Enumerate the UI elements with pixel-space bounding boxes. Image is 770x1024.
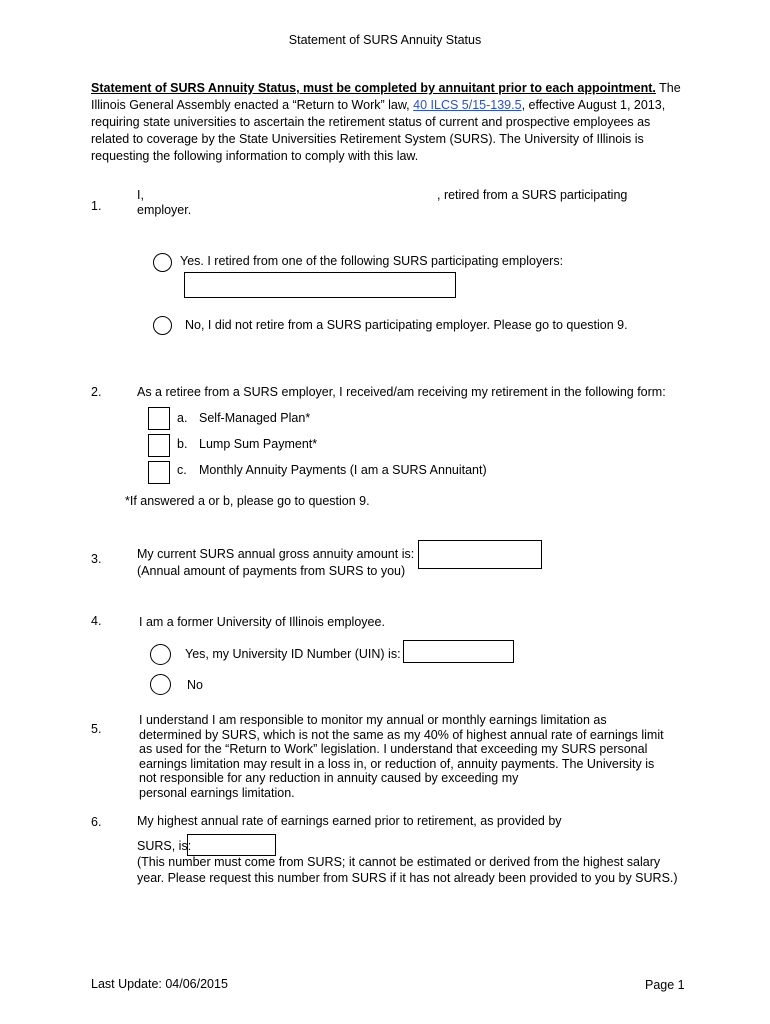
q2-option-a-label: Self-Managed Plan*: [199, 411, 311, 425]
intro-line-2-pre: Illinois General Assembly enacted a “Return to Work” law,: [91, 98, 414, 112]
statute-link[interactable]: 40 ILCS 5/15-139.5: [413, 98, 522, 112]
q4-uin-field[interactable]: [403, 640, 514, 663]
q2-option-b-label: Lump Sum Payment*: [199, 437, 318, 451]
q3-line-2: (Annual amount of payments from SURS to you): [137, 564, 406, 578]
q1-i-label: I,: [137, 188, 144, 202]
q6-line-4: year. Please request this number from SURS if it has not already been provided to you by SURS.): [137, 871, 678, 885]
footer-page-number: Page 1: [645, 978, 685, 992]
q2-option-a-checkbox[interactable]: [148, 407, 170, 430]
intro-heading: Statement of SURS Annuity Status, must be completed by annuitant prior to each appointment.: [91, 81, 656, 95]
page-header-title: Statement of SURS Annuity Status: [288, 33, 482, 47]
intro-line-4: related to coverage by the State Universities Retirement System (SURS). The University of Illinois is: [91, 132, 644, 146]
q3-annuity-amount-field[interactable]: [418, 540, 542, 569]
q5-line: as used for the “Return to Work” legislation. I understand that exceeding my SURS personal: [139, 742, 648, 756]
q1-no-label: No, I did not retire from a SURS participating employer. Please go to question 9.: [185, 318, 628, 332]
q2-text: As a retiree from a SURS employer, I received/am receiving my retirement in the following form:: [137, 385, 666, 399]
intro-line-2-post: , effective August 1, 2013,: [521, 98, 666, 112]
q1-no-radio[interactable]: [153, 316, 172, 335]
footer-last-update: Last Update: 04/06/2015: [91, 977, 228, 991]
q2-number: 2.: [91, 385, 102, 399]
q6-line-3: (This number must come from SURS; it cannot be estimated or derived from the highest salary: [137, 855, 661, 869]
q2-option-b-checkbox[interactable]: [148, 434, 170, 457]
q1-number: 1.: [91, 199, 102, 213]
q5-paragraph: [139, 713, 664, 800]
q4-yes-radio[interactable]: [150, 644, 171, 665]
q5-line: I understand I am responsible to monitor my annual or monthly earnings limitation as: [139, 713, 607, 727]
q1-employer-text: employer.: [137, 203, 192, 217]
q2-note: *If answered a or b, please go to question 9.: [125, 494, 370, 508]
q5-line: not responsible for any reduction in annuity caused by exceeding my: [139, 771, 519, 785]
q2-option-c-letter: c.: [177, 463, 187, 477]
q1-employer-field[interactable]: [184, 272, 456, 298]
intro-line-2: [91, 97, 665, 114]
q5-line: determined by SURS, which is not the same as my 40% of highest annual rate of earnings limit: [139, 727, 664, 742]
q1-yes-radio[interactable]: [153, 253, 172, 272]
intro-line-5: requesting the following information to comply with this law.: [91, 149, 419, 163]
intro-line-1-tail: The: [655, 81, 681, 95]
q4-yes-label: Yes, my University ID Number (UIN) is:: [185, 647, 401, 661]
q6-number: 6.: [91, 815, 102, 829]
q4-text: I am a former University of Illinois employee.: [139, 615, 385, 629]
q4-no-label: No: [187, 678, 203, 692]
q2-option-c-label: Monthly Annuity Payments (I am a SURS Annuitant): [199, 463, 487, 477]
intro-line-1: [91, 80, 681, 97]
q3-line-1: My current SURS annual gross annuity amount is:: [137, 547, 415, 561]
q1-yes-label: Yes. I retired from one of the following SURS participating employers:: [180, 254, 564, 268]
q6-line-1: My highest annual rate of earnings earned prior to retirement, as provided by: [137, 814, 562, 828]
q5-line: personal earnings limitation.: [139, 785, 295, 800]
q2-option-c-checkbox[interactable]: [148, 461, 170, 484]
q5-number: 5.: [91, 722, 102, 736]
q6-earnings-field[interactable]: [187, 834, 276, 856]
q6-line-2: SURS, is:: [137, 839, 192, 853]
q4-number: 4.: [91, 614, 102, 628]
q4-no-radio[interactable]: [150, 674, 171, 695]
q2-option-b-letter: b.: [177, 437, 188, 451]
q3-number: 3.: [91, 552, 102, 566]
q1-retired-text: , retired from a SURS participating: [437, 188, 628, 202]
q2-option-a-letter: a.: [177, 411, 188, 425]
q5-line: earnings limitation may result in a loss in, or reduction of, annuity payments. The University is: [139, 756, 655, 771]
intro-line-3: requiring state universities to ascertain the retirement status of current and prospective employees as: [91, 115, 651, 129]
